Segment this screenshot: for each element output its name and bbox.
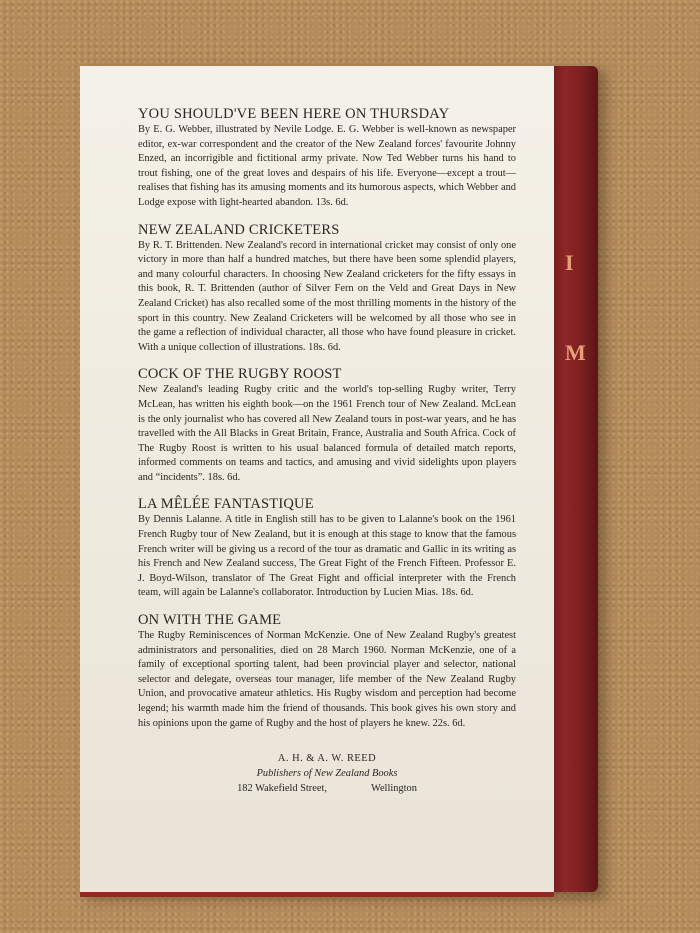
publisher-street: 182 Wakefield Street, [237,783,327,795]
jacket-text [138,106,516,796]
spine-letter: M [565,340,586,365]
book-price: 18s. 6d. [207,471,241,483]
book-description: By E. G. Webber, illustrated by Nevile Lodge. E. G. Webber is well-known as newspaper editor, ex-war correspondent and the creator of the New Zealand forces' favourite Johnny Enzed, an incorrigible and fictitional army private. Now Ted Webber turns his hand to trout fishing, one of the great loves and despairs of his life. Everyone—except a trout—realises that fishing has its amusing moments and its humorous aspects, which Webber and Lodge expose with light-hearted abandon. 13s. 6d. [138,124,516,208]
publisher-imprint [138,751,516,796]
book-price: 18s. 6d. [440,587,474,599]
publisher-address [138,781,516,796]
book-entry [138,612,516,731]
book-description: By R. T. Brittenden. New Zealand's record in international cricket may consist of only one victory in more than half a hundred matches, but there have been some splendid players, and many colourful characters. In choosing New Zealand cricketers for the fifty essays in this book, R. T. Brittenden (author of Silver Fern on the Veld and Great Days in New Zealand Cricket) has also recalled some of the most thrilling moments in the history of the sport in this country. New Zealand Cricketers will be welcomed by all those who see in the game a reflection of individual character, all those who have found pleasure in cricket. With a unique collection of illustrations. 18s. 6d. [138,239,516,353]
book-title: NEW ZEALAND CRICKETERS [138,221,340,238]
book-entry [138,496,516,601]
book-price: 18s. 6d. [308,341,341,353]
publisher-name: A. H. & A. W. REED [277,753,377,765]
book-entry [138,106,516,211]
book-title: ON WITH THE GAME [138,612,282,629]
book-description: By Dennis Lalanne. A title in English still has to be given to Lalanne's book on the 1961 French Rugby tour of New Zealand, but it is enough at this stage to know that the famous French writer will be giving us a record of the tour as dramatic and Gallic in its writing as his French and New Zealand success, The Great Fight of the French Fifteen. Professor E. J. Boyd-Wilson, translator of The Great Fight and official interpreter with the French team, will again be Lalanne's collaborator. Introduction by Lucien Mias. 18s. 6d. [138,514,516,599]
publisher-city: Wellington [370,783,417,795]
book-title: YOU SHOULD'VE BEEN HERE ON THURSDAY [138,106,450,122]
book-title: LA MÊLÉE FANTASTIQUE [138,496,314,513]
book-spine [548,66,598,892]
book-description: New Zealand's leading Rugby critic and the world's top-selling Rugby writer, Terry McLean, has written his eighth book—on the 1961 French tour of New Zealand. McLean is the only journalist who has covered all New Zealand tours in post-war years, and he has travelled with the All Blacks in Great Britain, France, Australia and South Africa. Cock of The Rugby Roost is written to his usual balanced formula of detailed match reports, informed comments on teams and tactics, and amusing and vivid sidelights upon players and “incidents”. 18s. 6d. [138,384,516,483]
book-entry [138,222,516,356]
book-description: The Rugby Reminiscences of Norman McKenzie. One of New Zealand Rugby's greatest administrators and personalities, died on 28 March 1960. Norman McKenzie, one of a family of exceptional sporting talent, had been provincial player and selector, national selector and delegate, overseas tour manager, life member of the New Zealand Rugby Union, and provocative amateur athletics. His Rugby wisdom and perception had become legend; his warmth made him the friend of thousands. This book gives his own story and his opinions upon the game of Rugby and the host of players he knew. 22s. 6d. [138,630,516,729]
book-price: 22s. 6d. [432,717,466,729]
book-title: COCK OF THE RUGBY ROOST [138,366,342,383]
book-price: 13s. 6d. [315,196,349,208]
spine-letter: I [565,250,574,275]
publisher-tagline: Publishers of New Zealand Books [256,768,398,780]
book-entry [138,366,516,485]
